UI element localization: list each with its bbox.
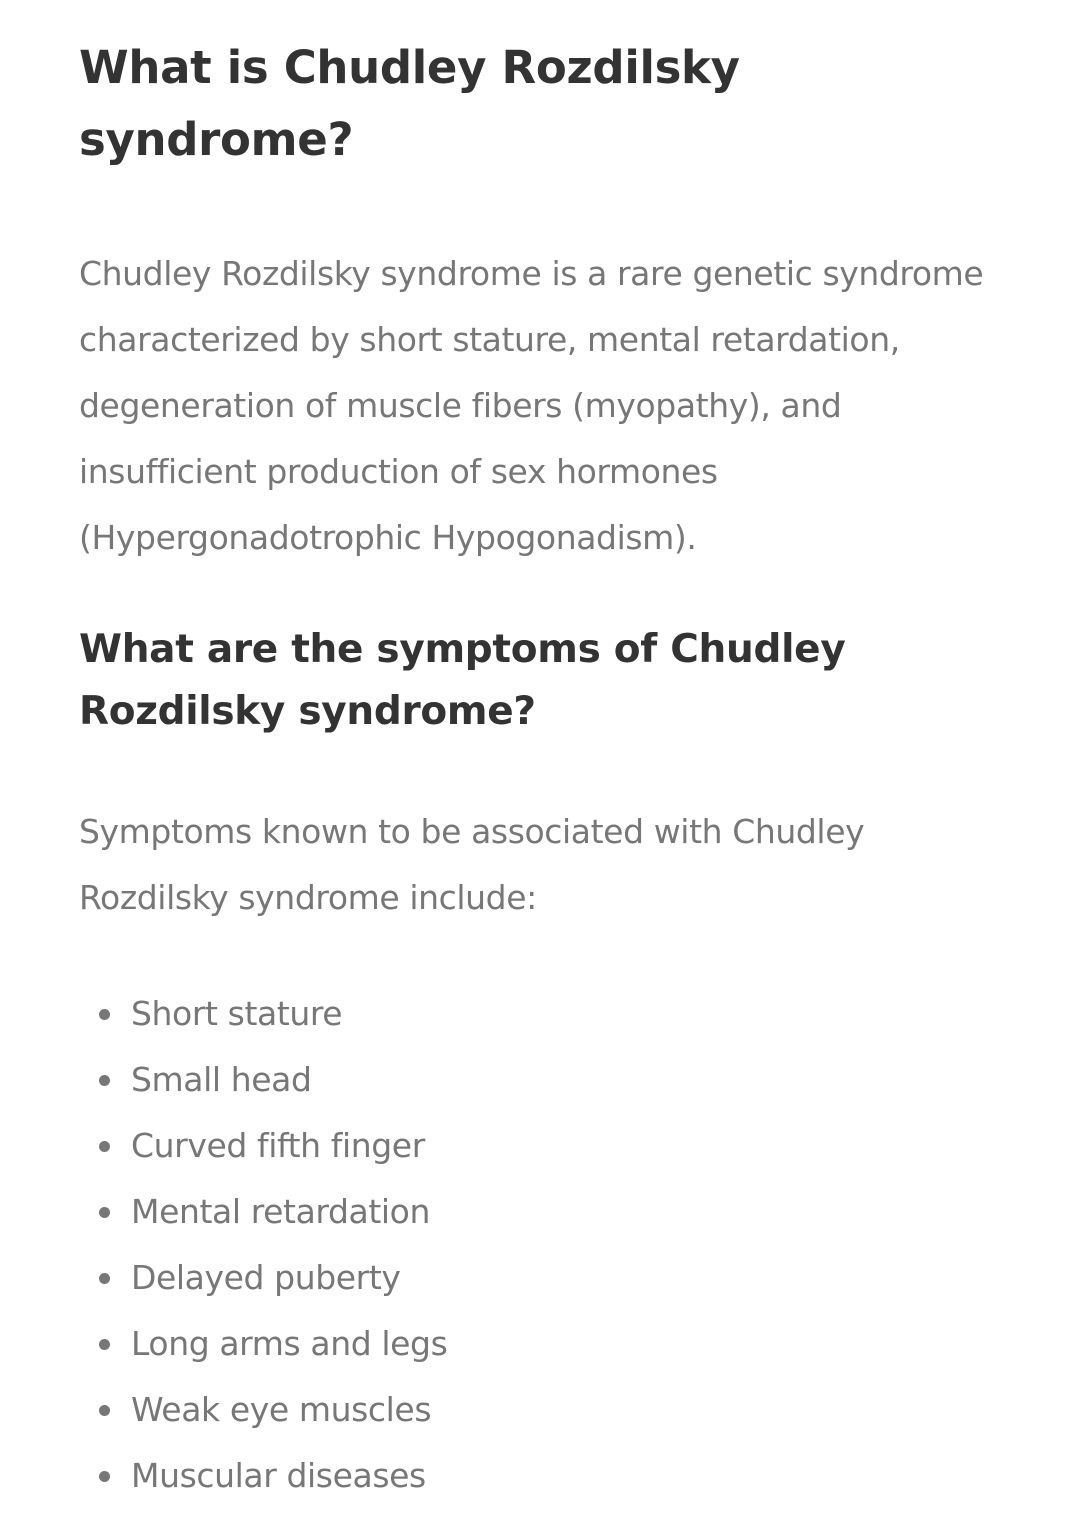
- symptoms-intro-paragraph: Symptoms known to be associated with Chudley Rozdilsky syndrome include:: [79, 812, 865, 917]
- bullet-icon: [99, 1009, 110, 1020]
- symptom-label: Mental retardation: [131, 1192, 430, 1231]
- symptom-label: Long arms and legs: [131, 1324, 448, 1363]
- bullet-icon: [99, 1405, 110, 1416]
- list-item: [79, 1113, 999, 1179]
- list-item: [79, 1443, 999, 1509]
- symptom-label: Curved fifth finger: [131, 1126, 425, 1165]
- symptom-list: [79, 981, 999, 1509]
- intro-paragraph: Chudley Rozdilsky syndrome is a rare genetic syndrome characterized by short stature, mental retardation, degeneration of muscle fibers (myopathy), and insufficient production of sex hormones (Hypergonadotrophic Hypogonadism).: [79, 254, 984, 557]
- bullet-icon: [99, 1075, 110, 1086]
- symptom-label: Weak eye muscles: [131, 1390, 432, 1429]
- bullet-icon: [99, 1339, 110, 1350]
- symptoms-heading: What are the symptoms of Chudley Rozdilsky syndrome?: [79, 627, 846, 734]
- symptom-label: Small head: [131, 1060, 312, 1099]
- bullet-icon: [99, 1207, 110, 1218]
- article-content: [79, 0, 999, 1509]
- bullet-icon: [99, 1141, 110, 1152]
- list-item: [79, 1047, 999, 1113]
- symptom-label: Muscular diseases: [131, 1456, 426, 1495]
- page-title: What is Chudley Rozdilsky syndrome?: [79, 41, 740, 166]
- bullet-icon: [99, 1273, 110, 1284]
- bullet-icon: [99, 1471, 110, 1482]
- list-item: [79, 1245, 999, 1311]
- list-item: [79, 1179, 999, 1245]
- symptom-label: Delayed puberty: [131, 1258, 401, 1297]
- list-item: [79, 1377, 999, 1443]
- list-item: [79, 981, 999, 1047]
- list-item: [79, 1311, 999, 1377]
- symptom-label: Short stature: [131, 994, 343, 1033]
